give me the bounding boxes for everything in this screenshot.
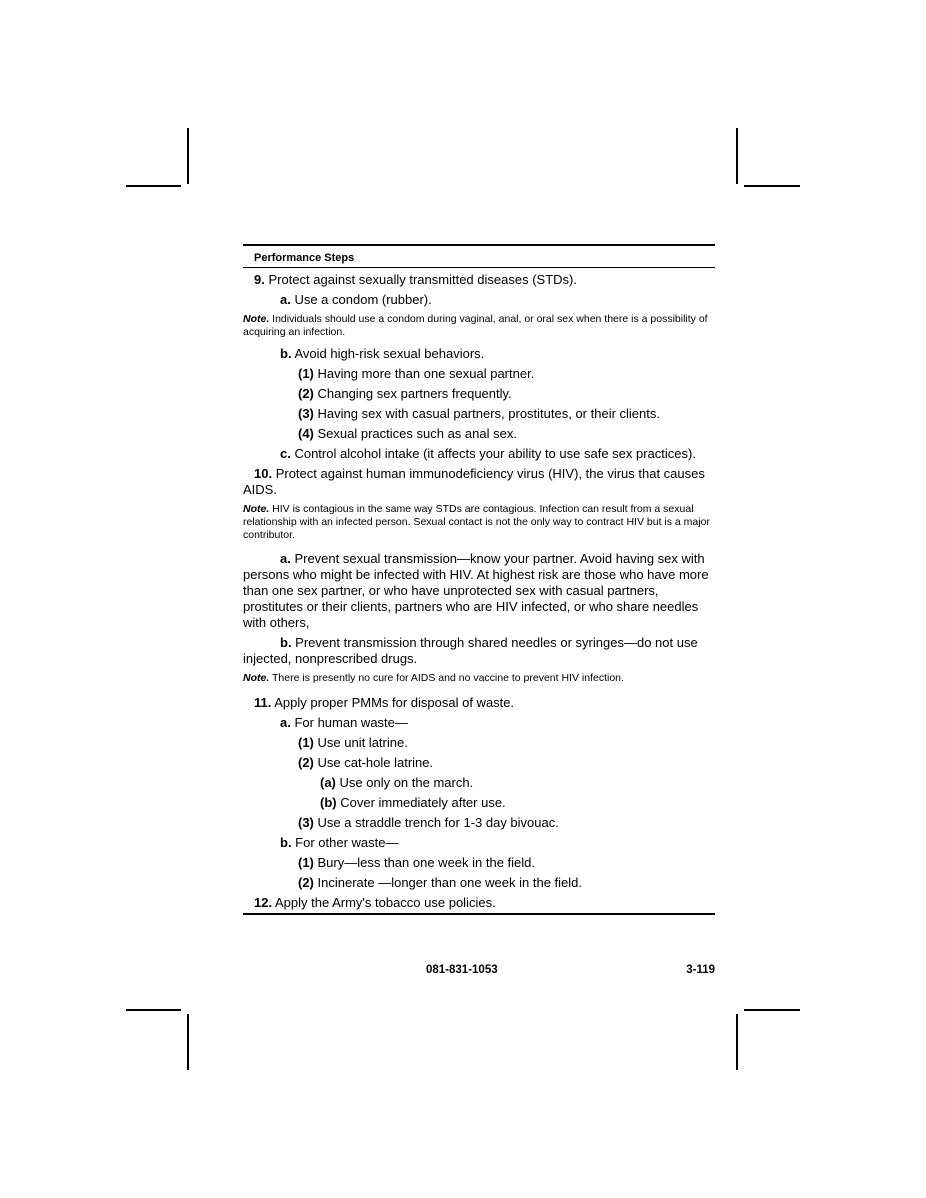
crop-mark bbox=[187, 1014, 189, 1070]
step-11a-3: (3) Use a straddle trench for 1-3 day bivouac. bbox=[298, 815, 559, 830]
bottom-rule bbox=[243, 913, 715, 915]
step-11b-2: (2) Incinerate —longer than one week in the field. bbox=[298, 875, 583, 890]
step-11a-2: (2) Use cat-hole latrine. bbox=[298, 755, 434, 770]
document-code: 081-831-1053 bbox=[426, 964, 498, 976]
crop-mark bbox=[744, 185, 800, 187]
crop-mark bbox=[744, 1009, 800, 1011]
step-9b-1: (1) Having more than one sexual partner. bbox=[298, 366, 535, 381]
step-11a-2a: (a) Use only on the march. bbox=[320, 775, 474, 790]
crop-mark bbox=[736, 1014, 738, 1070]
performance-steps-section bbox=[243, 244, 715, 915]
step-10: 10. Protect against human immunodeficiency virus (HIV), the virus that causes AIDS. bbox=[243, 466, 705, 497]
crop-mark bbox=[126, 185, 181, 187]
note: Note. HIV is contagious in the same way STDs are contagious. Infection can result from a sexual relationship with an infected person. Sexual contact is not the only way to contract HIV but is a major contributor. bbox=[243, 503, 710, 541]
step-9b-4: (4) Sexual practices such as anal sex. bbox=[298, 426, 517, 441]
step-11b: b. For other waste— bbox=[280, 835, 399, 850]
step-9b-3: (3) Having sex with casual partners, prostitutes, or their clients. bbox=[298, 406, 660, 421]
section-header: Performance Steps bbox=[243, 246, 715, 268]
step-11: 11. Apply proper PMMs for disposal of waste. bbox=[254, 695, 515, 710]
step-11a-2b: (b) Cover immediately after use. bbox=[320, 795, 506, 810]
step-9: 9. Protect against sexually transmitted diseases (STDs). bbox=[254, 272, 577, 287]
step-11a-1: (1) Use unit latrine. bbox=[298, 735, 408, 750]
note: Note. Individuals should use a condom during vaginal, anal, or oral sex when there is a possibility of acquiring an infection. bbox=[243, 313, 708, 338]
step-9a: a. Use a condom (rubber). bbox=[280, 292, 432, 307]
step-11b-1: (1) Bury—less than one week in the field. bbox=[298, 855, 536, 870]
note: Note. There is presently no cure for AIDS and no vaccine to prevent HIV infection. bbox=[243, 672, 624, 684]
step-10a: a. Prevent sexual transmission—know your partner. Avoid having sex with persons who might be infected with HIV. At highest risk are those who have more than one sex partner, or who have unprotected sex with casual partners, prostitutes or their clients, partners who are HIV infected, or who share needles with others, bbox=[243, 551, 709, 630]
step-12: 12. Apply the Army's tobacco use policies. bbox=[254, 895, 496, 910]
step-9b: b. Avoid high-risk sexual behaviors. bbox=[280, 346, 485, 361]
step-9b-2: (2) Changing sex partners frequently. bbox=[298, 386, 512, 401]
step-11a: a. For human waste— bbox=[280, 715, 408, 730]
crop-mark bbox=[187, 128, 189, 184]
step-9c: c. Control alcohol intake (it affects your ability to use safe sex practices). bbox=[280, 446, 696, 461]
crop-mark bbox=[736, 128, 738, 184]
step-10b: b. Prevent transmission through shared needles or syringes—do not use injected, nonprescribed drugs. bbox=[243, 635, 698, 666]
page-number: 3-119 bbox=[686, 964, 715, 976]
crop-mark bbox=[126, 1009, 181, 1011]
